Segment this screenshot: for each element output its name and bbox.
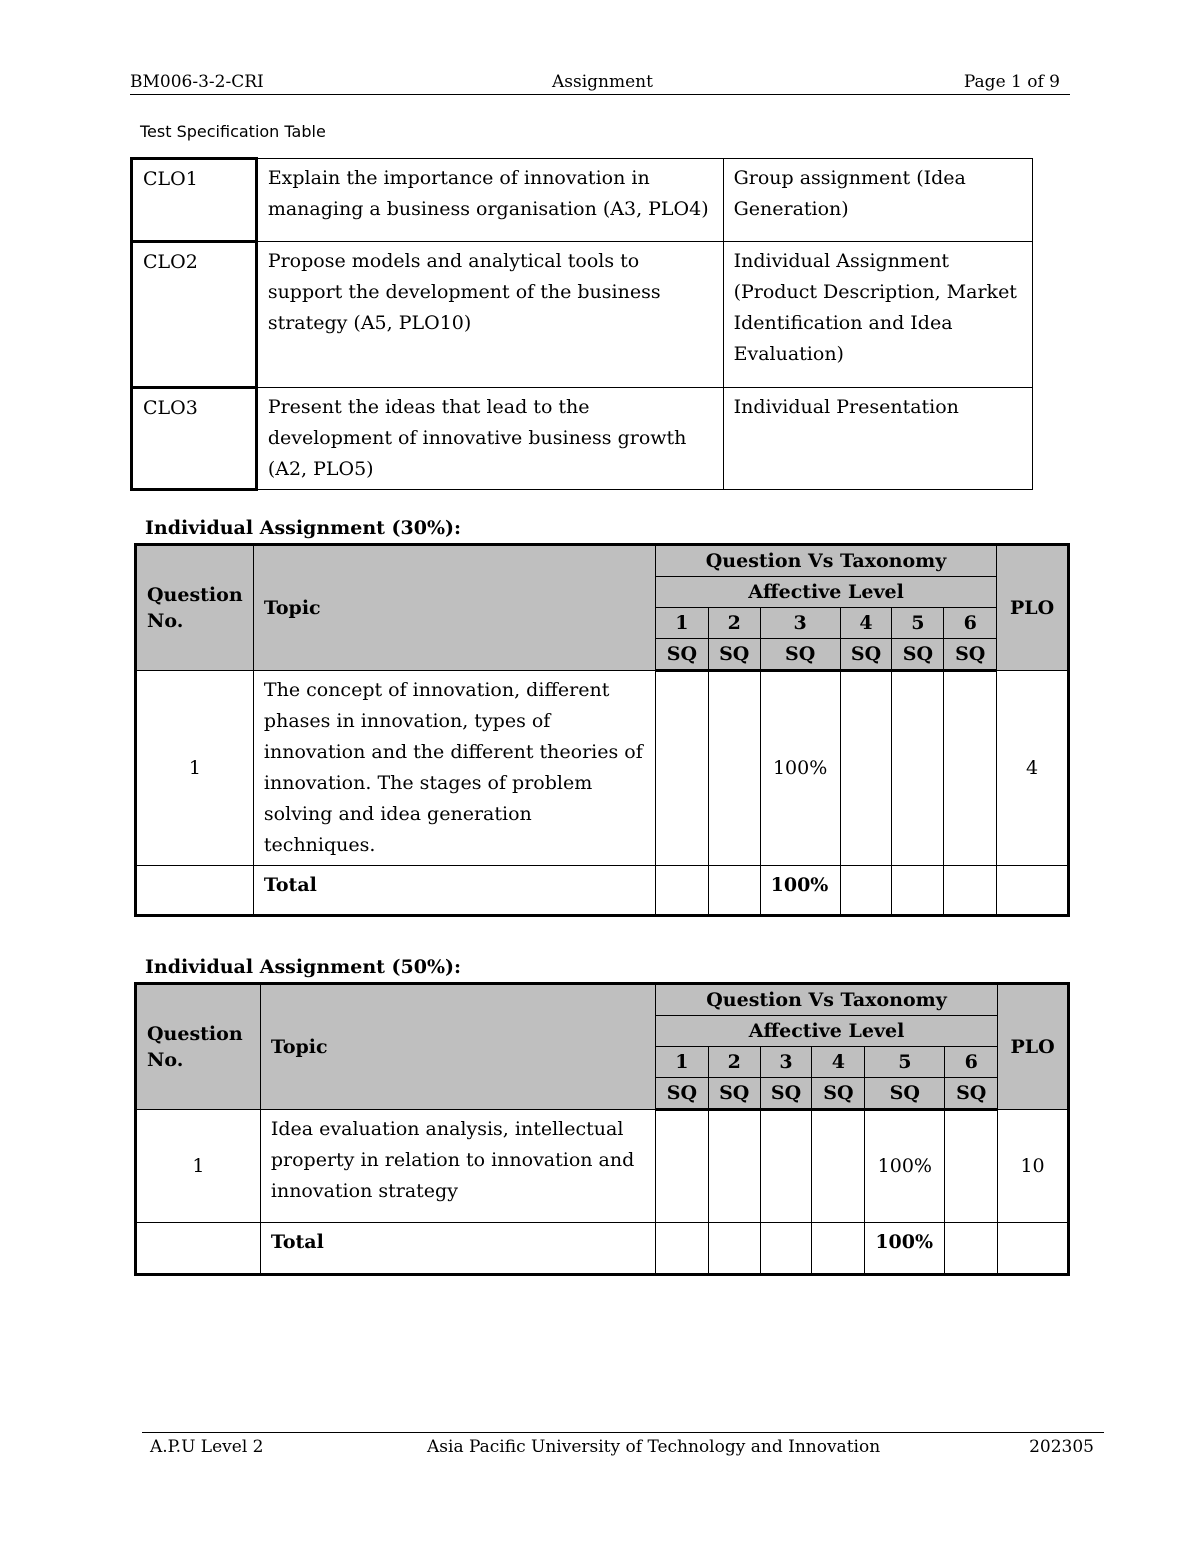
taxonomy-table xyxy=(134,543,1070,917)
clo-assessment: Individual Assignment (Product Description, Market Identification and Idea Evaluation) xyxy=(723,242,1032,388)
sq-header: SQ xyxy=(840,639,892,671)
clo-table xyxy=(130,157,1033,491)
level-header: 4 xyxy=(840,608,892,639)
total-level-cell xyxy=(760,1223,812,1275)
clo-description: Present the ideas that lead to the development of innovative business growth (A2, PLO5) xyxy=(256,388,723,490)
plo-header: PLO xyxy=(998,984,1069,1110)
level-header: 3 xyxy=(760,1047,812,1078)
section-label: Test Specification Table xyxy=(140,122,326,141)
clo-code: CLO1 xyxy=(132,159,257,242)
sq-header: SQ xyxy=(812,1078,865,1110)
level-header: 2 xyxy=(708,608,760,639)
level-header: 1 xyxy=(655,608,708,639)
clo-assessment: Individual Presentation xyxy=(723,388,1032,490)
taxonomy-header: Question Vs Taxonomy xyxy=(655,984,997,1016)
question-no-header: Question No. xyxy=(136,545,254,671)
plo-header: PLO xyxy=(997,545,1069,671)
level-header: 6 xyxy=(944,608,997,639)
level-cell: 100% xyxy=(760,671,840,866)
question-number: 1 xyxy=(136,671,254,866)
plo-cell: 4 xyxy=(997,671,1069,866)
level-header: 2 xyxy=(708,1047,760,1078)
level-cell xyxy=(655,1110,708,1223)
footer-code: 202305 xyxy=(1029,1437,1094,1457)
level-cell xyxy=(708,671,760,866)
footer-level: A.P.U Level 2 xyxy=(150,1437,264,1457)
total-level-cell xyxy=(944,866,997,916)
header-title: Assignment xyxy=(552,72,653,92)
level-header: 4 xyxy=(812,1047,865,1078)
total-level-cell xyxy=(708,1223,760,1275)
level-header: 3 xyxy=(760,608,840,639)
total-label: Total xyxy=(260,1223,655,1275)
course-code: BM006-3-2-CRI xyxy=(130,72,264,92)
total-level-cell xyxy=(945,1223,998,1275)
page-footer xyxy=(142,1432,1104,1459)
question-number: 1 xyxy=(136,1110,261,1223)
level-cell xyxy=(760,1110,812,1223)
total-row xyxy=(136,866,1069,916)
clo-row xyxy=(132,388,1033,490)
total-level-cell: 100% xyxy=(760,866,840,916)
total-level-cell xyxy=(812,1223,865,1275)
level-header: 5 xyxy=(892,608,944,639)
clo-row xyxy=(132,242,1033,388)
level-cell xyxy=(812,1110,865,1223)
sq-header: SQ xyxy=(865,1078,945,1110)
affective-level-header: Affective Level xyxy=(655,577,996,608)
level-header: 5 xyxy=(865,1047,945,1078)
clo-description: Propose models and analytical tools to support the development of the business strategy (A5, PLO10) xyxy=(256,242,723,388)
total-row xyxy=(136,1223,1069,1275)
total-level-cell: 100% xyxy=(865,1223,945,1275)
total-level-cell xyxy=(655,866,708,916)
question-no-header: Question No. xyxy=(136,984,261,1110)
total-level-cell xyxy=(892,866,944,916)
level-cell xyxy=(840,671,892,866)
table-row xyxy=(136,671,1069,866)
topic-header: Topic xyxy=(253,545,655,671)
clo-description: Explain the importance of innovation in managing a business organisation (A3, PLO4) xyxy=(256,159,723,242)
level-cell xyxy=(708,1110,760,1223)
level-cell xyxy=(892,671,944,866)
level-header: 6 xyxy=(945,1047,998,1078)
topic-cell: Idea evaluation analysis, intellectual property in relation to innovation and innovation strategy xyxy=(260,1110,655,1223)
clo-assessment: Group assignment (Idea Generation) xyxy=(723,159,1032,242)
sq-header: SQ xyxy=(708,639,760,671)
level-cell: 100% xyxy=(865,1110,945,1223)
sq-header: SQ xyxy=(892,639,944,671)
table-row xyxy=(136,1110,1069,1223)
total-level-cell xyxy=(708,866,760,916)
level-cell xyxy=(945,1110,998,1223)
clo-row xyxy=(132,159,1033,242)
clo-code: CLO3 xyxy=(132,388,257,490)
affective-level-header: Affective Level xyxy=(655,1016,997,1047)
total-level-cell xyxy=(655,1223,708,1275)
page-header xyxy=(130,70,1070,95)
level-cell xyxy=(944,671,997,866)
assignment-heading: Individual Assignment (50%): xyxy=(145,956,462,978)
level-header: 1 xyxy=(655,1047,708,1078)
total-level-cell xyxy=(840,866,892,916)
sq-header: SQ xyxy=(760,1078,812,1110)
taxonomy-header: Question Vs Taxonomy xyxy=(655,545,996,577)
page-number: Page 1 of 9 xyxy=(963,72,1060,92)
sq-header: SQ xyxy=(708,1078,760,1110)
taxonomy-table xyxy=(134,982,1070,1276)
total-label: Total xyxy=(253,866,655,916)
clo-code: CLO2 xyxy=(132,242,257,388)
level-cell xyxy=(655,671,708,866)
plo-cell: 10 xyxy=(998,1110,1069,1223)
footer-university: Asia Pacific University of Technology and Innovation xyxy=(427,1437,881,1457)
assignment-heading: Individual Assignment (30%): xyxy=(145,517,462,539)
sq-header: SQ xyxy=(760,639,840,671)
sq-header: SQ xyxy=(655,639,708,671)
topic-header: Topic xyxy=(260,984,655,1110)
sq-header: SQ xyxy=(944,639,997,671)
sq-header: SQ xyxy=(655,1078,708,1110)
sq-header: SQ xyxy=(945,1078,998,1110)
topic-cell: The concept of innovation, different phases in innovation, types of innovation and the different theories of innovation. The stages of problem solving and idea generation techniques. xyxy=(253,671,655,866)
